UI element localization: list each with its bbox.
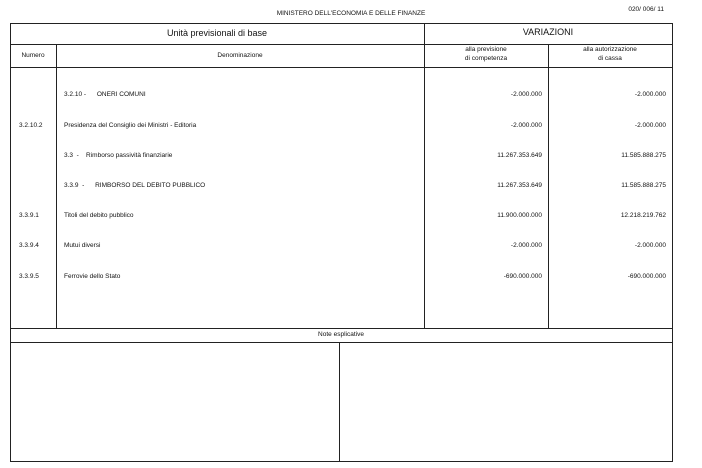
column-header-denomination: Denominazione	[217, 52, 263, 59]
row-competence: 11.267.353.649	[497, 152, 542, 159]
row-cash: 11.585.888.275	[621, 152, 666, 159]
row-denomination: Presidenza del Consiglio dei Ministri - Editoria	[64, 122, 197, 129]
table-border-right	[672, 23, 673, 329]
row-denomination: Ferrovie dello Stato	[64, 273, 121, 280]
group-header-variations: VARIAZIONI	[522, 27, 574, 37]
row-cash: -2.000.000	[634, 242, 666, 249]
row-denomination: 3.2.10 - ONERI COMUNI	[64, 91, 146, 98]
column-header-cash	[548, 47, 672, 62]
row-denomination: 3.3 - Rimborso passività finanziarie	[64, 152, 173, 159]
row-competence: -690.000.000	[503, 273, 542, 280]
row-number: 3.3.9.4	[19, 242, 39, 249]
row-number: 3.3.9.5	[19, 273, 39, 280]
notes-title-divider	[10, 342, 672, 343]
row-number: 3.2.10.2	[19, 122, 43, 129]
row-cash: -690.000.000	[627, 273, 666, 280]
column-header-competence-line1: alla previsione	[465, 46, 507, 53]
column-header-number: Numero	[21, 52, 45, 59]
row-competence: -2.000.000	[510, 242, 542, 249]
number-column-divider	[56, 44, 57, 328]
notes-border-left	[10, 328, 11, 462]
row-cash: -2.000.000	[634, 91, 666, 98]
ministry-title: MINISTERO DELL'ECONOMIA E DELLE FINANZE	[276, 10, 426, 17]
competence-cash-divider	[548, 44, 549, 328]
table-border-bottom	[10, 328, 672, 329]
column-header-cash-line2: di cassa	[598, 54, 622, 62]
row-cash: 11.585.888.275	[621, 182, 666, 189]
notes-border-bottom	[10, 461, 672, 462]
column-header-competence	[424, 47, 548, 62]
row-denomination: Mutui diversi	[64, 242, 101, 249]
row-cash: 12.218.219.762	[620, 212, 666, 219]
group-header-upb: Unità previsionali di base	[166, 28, 268, 38]
notes-title: Note esplicative	[318, 331, 364, 338]
column-header-cash-line1: alla autorizzazione	[583, 46, 637, 53]
row-competence: 11.267.353.649	[497, 182, 542, 189]
variations-divider	[424, 23, 425, 328]
group-header-divider	[10, 44, 672, 45]
row-cash: -2.000.000	[634, 122, 666, 129]
row-competence: -2.000.000	[510, 91, 542, 98]
page-code: 020/ 006/ 11	[628, 6, 664, 13]
row-denomination: Titoli del debito pubblico	[64, 212, 134, 219]
column-header-competence-line2: di competenza	[464, 54, 508, 62]
notes-column-divider	[339, 342, 340, 461]
table-border-top	[10, 23, 672, 24]
row-number: 3.3.9.1	[19, 212, 39, 219]
row-denomination: 3.3.9 - RIMBORSO DEL DEBITO PUBBLICO	[64, 182, 206, 189]
row-competence: 11.900.000.000	[497, 212, 542, 219]
table-border-left	[10, 23, 11, 329]
column-header-divider	[10, 67, 672, 68]
notes-border-right	[672, 328, 673, 462]
row-competence: -2.000.000	[510, 122, 542, 129]
